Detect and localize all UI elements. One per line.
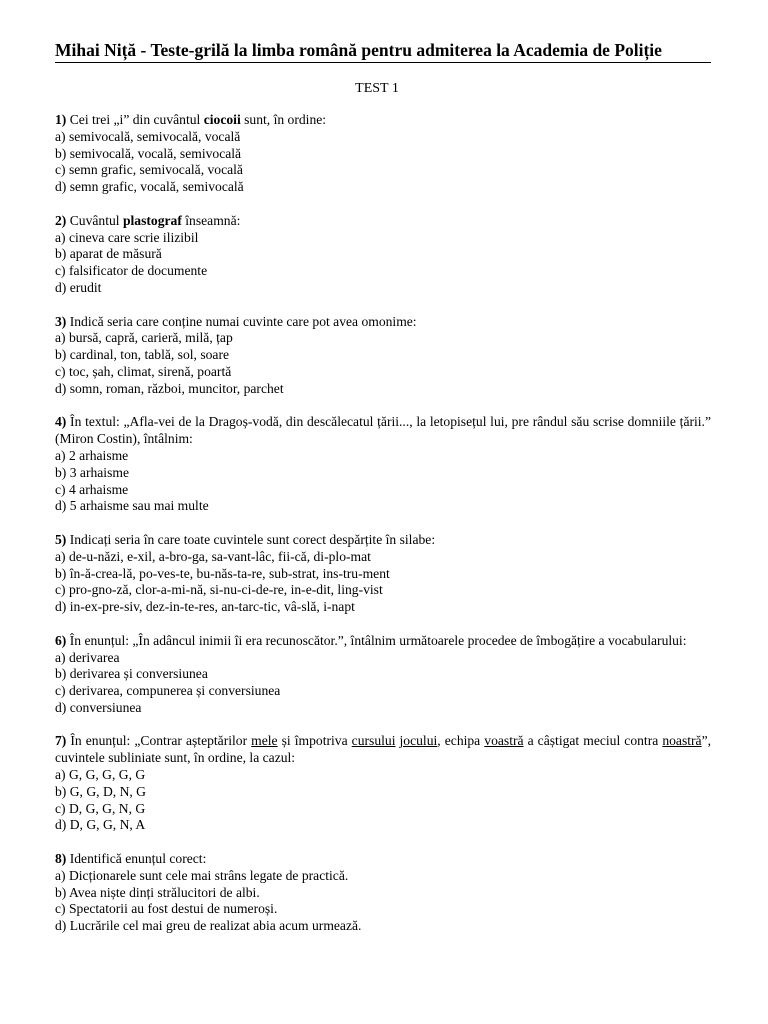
question-text: 2) Cuvântul plastograf înseamnă: <box>55 212 241 228</box>
answer-option-a: a) derivarea <box>55 649 120 665</box>
question-number: 3) <box>55 313 67 329</box>
question-number: 4) <box>55 414 67 430</box>
answer-option-a: a) cineva care scrie ilizibil <box>55 229 199 245</box>
answer-option-a: a) semivocală, semivocală, vocală <box>55 128 241 144</box>
page-header: Mihai Niță - Teste-grilă la limba română pentru admiterea la Academia de Poliție <box>55 39 711 63</box>
question-text: 5) Indicați seria în care toate cuvintele sunt corect despărțite în silabe: <box>55 531 436 547</box>
question-text: 1) Cei trei „i” din cuvântul ciocoii sunt, în ordine: <box>55 112 327 127</box>
answer-option-c: c) derivarea, compunerea și conversiunea <box>55 683 281 699</box>
underlined-word: cursului <box>351 733 396 749</box>
answer-option-b: b) cardinal, ton, tablă, sol, soare <box>55 347 230 363</box>
question-number: 6) <box>55 632 67 648</box>
keyword: plastograf <box>122 212 182 228</box>
answer-option-a: a) G, G, G, G, G <box>55 767 146 783</box>
answer-option-c: c) semn grafic, semivocală, vocală <box>55 162 243 178</box>
question-6 <box>55 633 711 717</box>
question-7 <box>55 733 711 834</box>
answer-option-c: c) 4 arhaisme <box>55 481 129 497</box>
question-number: 1) <box>55 112 67 127</box>
answer-option-a: a) Dicționarele sunt cele mai strâns legate de practică. <box>55 867 349 883</box>
answer-option-b: b) aparat de măsură <box>55 246 162 262</box>
answer-option-d: d) erudit <box>55 279 102 295</box>
answer-option-b: b) semivocală, vocală, semivocală <box>55 145 242 161</box>
test-title: TEST 1 <box>355 81 399 96</box>
answer-option-b: b) 3 arhaisme <box>55 464 129 480</box>
question-3 <box>55 314 711 398</box>
answer-option-b: b) Avea niște dinți strălucitori de albi. <box>55 884 260 900</box>
answer-option-d: d) 5 arhaisme sau mai multe <box>55 498 209 514</box>
question-text: 8) Identifică enunțul corect: <box>55 851 207 867</box>
answer-option-c: c) D, G, G, N, G <box>55 800 146 816</box>
underlined-word: jocului <box>399 733 438 749</box>
question-text: 3) Indică seria care conține numai cuvinte care pot avea omonime: <box>55 313 417 329</box>
answer-option-d: d) D, G, G, N, A <box>55 817 146 833</box>
question-text: 4) În textul: „Afla-vei de la Dragoș-vodă, din descălecatul țării..., la letopisețul lui, pre rândul său scrise domniile țării.” (Miron Costin), întâlnim: <box>55 414 711 447</box>
answer-option-b: b) în-ă-crea-lă, po-ves-te, bu-năs-ta-re, sub-strat, ins-tru-ment <box>55 565 390 581</box>
question-2 <box>55 213 711 297</box>
answer-option-c: c) toc, șah, climat, sirenă, poartă <box>55 363 232 379</box>
answer-option-c: c) pro-gno-ză, clor-a-mi-nă, si-nu-ci-de-re, in-e-dit, ling-vist <box>55 582 383 598</box>
underlined-word: voastră <box>484 733 524 749</box>
answer-option-a: a) 2 arhaisme <box>55 447 129 463</box>
answer-option-d: d) somn, roman, război, muncitor, parchet <box>55 380 284 396</box>
document-page <box>55 39 711 952</box>
question-number: 5) <box>55 531 67 547</box>
question-5 <box>55 532 711 616</box>
question-number: 2) <box>55 212 67 228</box>
answer-option-a: a) bursă, capră, carieră, milă, țap <box>55 330 233 346</box>
answer-option-c: c) falsificator de documente <box>55 263 208 279</box>
answer-option-b: b) derivarea și conversiunea <box>55 666 208 682</box>
answer-option-d: d) semn grafic, vocală, semivocală <box>55 179 244 195</box>
question-text: 6) În enunțul: „În adâncul inimii îi era recunoscător.”, întâlnim următoarele procedee de îmbogățire a vocabularului: <box>55 632 687 648</box>
answer-option-b: b) G, G, D, N, G <box>55 783 146 799</box>
answer-option-d: d) in-ex-pre-siv, dez-in-te-res, an-tarc-tic, vâ-slă, i-napt <box>55 599 355 615</box>
keyword: ciocoii <box>203 112 241 127</box>
underlined-word: noastră <box>662 733 702 749</box>
answer-option-a: a) de-u-năzi, e-xil, a-bro-ga, sa-vant-lâc, fii-că, di-plo-mat <box>55 548 371 564</box>
question-4 <box>55 414 711 515</box>
question-8 <box>55 851 711 935</box>
underlined-word: mele <box>251 733 278 749</box>
answer-option-d: d) conversiunea <box>55 699 142 715</box>
question-number: 7) <box>55 733 67 749</box>
question-number: 8) <box>55 851 67 867</box>
question-text: 7) În enunțul: „Contrar așteptărilor mele și împotriva cursului jocului, echipa voastră a câștigat meciul contra noastră”, cuvintele subliniate sunt, în ordine, la cazul: <box>55 733 712 766</box>
answer-option-d: d) Lucrările cel mai greu de realizat abia acum urmează. <box>55 918 362 934</box>
answer-option-c: c) Spectatorii au fost destui de numeroși. <box>55 901 278 917</box>
question-1 <box>55 112 711 196</box>
